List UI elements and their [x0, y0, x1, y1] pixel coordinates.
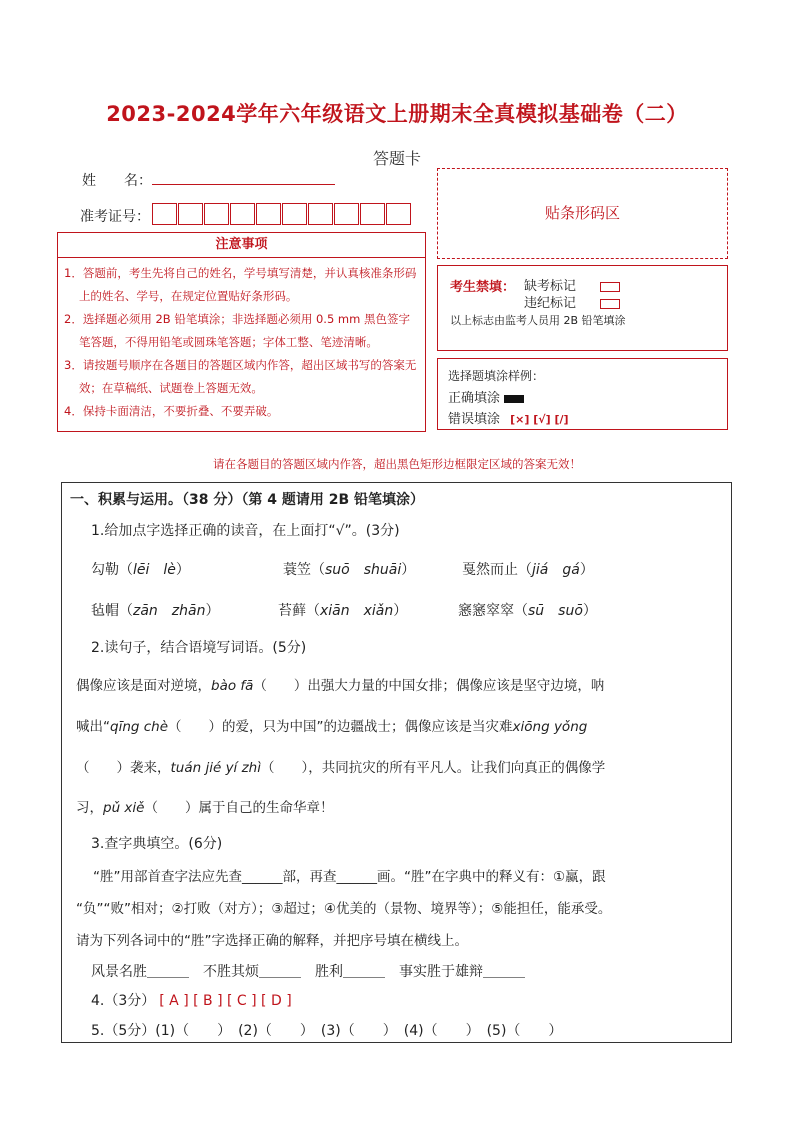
- notice-item: 1．答题前，考生先将自己的姓名，学号填写清楚，并认真核准条形码上的姓名、学号，在规定位置贴好条形码。: [64, 266, 417, 303]
- exam-id-boxes[interactable]: [152, 203, 412, 225]
- q2-line: （ ）袭来，tuán jié yí zhì（ ），共同抗灾的所有平凡人。让我们向真正的偶像学: [76, 760, 606, 776]
- examiner-only-label: 考生禁填：: [450, 280, 516, 295]
- id-digit-box[interactable]: [178, 203, 203, 225]
- q3-blanks[interactable]: 风景名胜＿＿＿ 不胜其烦＿＿＿ 胜利＿＿＿ 事实胜于雄辩＿＿＿: [91, 964, 525, 980]
- fill-sample-label: 选择题填涂样例：: [448, 369, 545, 383]
- name-field[interactable]: [152, 183, 335, 185]
- id-digit-box[interactable]: [230, 203, 255, 225]
- notice-item: 2．选择题必须用 2B 铅笔填涂；非选择题必须用 0.5 mm 黑色签字笔答题，不得用铅笔或圆珠笔答题；字体工整、笔迹清晰。: [64, 312, 410, 349]
- name-label: 姓 名：: [82, 173, 152, 189]
- id-digit-box[interactable]: [386, 203, 411, 225]
- absent-mark-box[interactable]: [600, 282, 620, 292]
- q3-line: “负”“败”相对；②打败（对方）；③超过；④优美的（景物、境界等）；⑤能担任，能承受。: [76, 901, 612, 917]
- notice-item: 4．保持卡面清洁，不要折叠、不要弄破。: [64, 404, 279, 418]
- q3-line: 请为下列各词中的“胜”字选择正确的解释，并把序号填在横线上。: [76, 933, 468, 949]
- absent-mark-label: 缺考标记: [524, 279, 577, 294]
- q1-item: 窸窸窣窣（sū suō）: [458, 603, 597, 619]
- wrong-fill-label: 错误填涂: [448, 412, 501, 427]
- q1-item: 戛然而止（jiá gá）: [462, 562, 594, 578]
- id-digit-box[interactable]: [308, 203, 333, 225]
- q1-item: 蓑笠（suō shuāi）: [283, 562, 416, 578]
- question-3: 3.查字典填空。(6分): [91, 836, 223, 852]
- section-heading: 一、积累与运用。（38 分）（第 4 题请用 2B 铅笔填涂）: [70, 492, 425, 508]
- page-title: 2023-2024学年六年级语文上册期末全真模拟基础卷（二）: [106, 102, 688, 126]
- question-1: 1.给加点字选择正确的读音，在上面打“√”。(3分): [91, 523, 400, 539]
- id-digit-box[interactable]: [256, 203, 281, 225]
- id-digit-box[interactable]: [334, 203, 359, 225]
- wrong-fill-marks: [×] [√] [/]: [510, 413, 569, 426]
- q1-item: 勾勒（lēi lè）: [91, 562, 190, 578]
- correct-fill-swatch: [504, 395, 524, 403]
- id-digit-box[interactable]: [204, 203, 229, 225]
- id-digit-box[interactable]: [282, 203, 307, 225]
- boundary-warning: 请在各题目的答题区域内作答，超出黑色矩形边框限定区域的答案无效！: [213, 457, 581, 471]
- violation-mark-label: 违纪标记: [524, 296, 577, 311]
- q2-line: 喊出“qīng chè（ ）的爱，只为中国”的边疆战士；偶像应该是当灾难xiōng yǒng: [76, 719, 588, 735]
- q4-options[interactable]: [ A ] [ B ] [ C ] [ D ]: [159, 993, 292, 1009]
- correct-fill-label: 正确填涂: [448, 391, 501, 406]
- q2-line: 偶像应该是面对逆境，bào fā（ ）出强大力量的中国女排；偶像应该是坚守边境，呐: [76, 678, 605, 694]
- notice-item: 3．请按题号顺序在各题目的答题区域内作答，超出区域书写的答案无效；在草稿纸、试题卷上答题无效。: [64, 358, 417, 395]
- question-2: 2.读句子，结合语境写词语。(5分): [91, 640, 307, 656]
- fill-sample-box: [437, 358, 728, 430]
- q2-line: 习，pǔ xiě（ ）属于自己的生命华章！: [76, 800, 334, 816]
- barcode-area: 贴条形码区: [437, 168, 728, 259]
- q1-item: 苔藓（xiān xiǎn）: [278, 603, 408, 619]
- id-digit-box[interactable]: [152, 203, 177, 225]
- exam-id-label: 准考证号：: [80, 209, 150, 225]
- examiner-only-box: [437, 265, 728, 351]
- notice-box: [57, 232, 426, 432]
- question-4: 4.（3分） [ A ] [ B ] [ C ] [ D ]: [91, 993, 292, 1009]
- question-5[interactable]: 5.（5分）(1)（ ） (2)（ ） (3)（ ） (4)（ ） (5)（ ）: [91, 1023, 563, 1039]
- id-digit-box[interactable]: [360, 203, 385, 225]
- q1-item: 毡帽（zān zhān）: [91, 603, 220, 619]
- answer-area[interactable]: [61, 482, 732, 1043]
- notice-heading: 注意事项: [58, 233, 425, 258]
- violation-mark-box[interactable]: [600, 299, 620, 309]
- examiner-note: 以上标志由监考人员用 2B 铅笔填涂: [450, 314, 626, 327]
- q3-line: “胜”用部首查字法应先查______部，再查______画。“胜”在字典中的释义有：①赢，跟: [93, 869, 606, 885]
- answer-sheet-label: 答题卡: [372, 149, 421, 168]
